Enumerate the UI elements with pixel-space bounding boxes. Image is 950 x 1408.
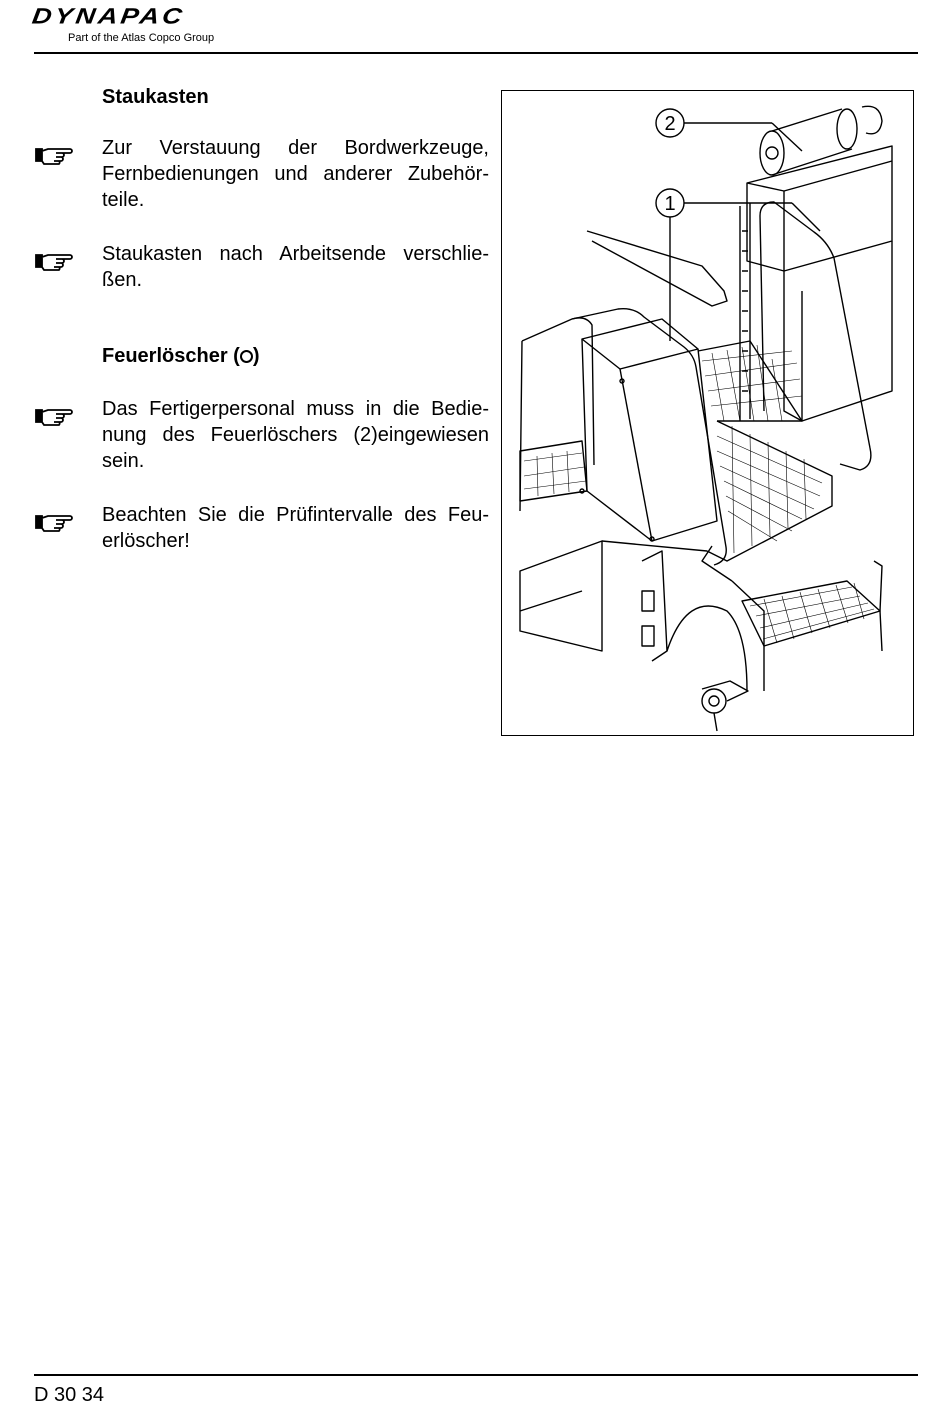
extinguisher-heading-text: Feuerlöscher (: [102, 345, 240, 367]
footer-rule: [34, 1374, 918, 1376]
extinguisher-note-1: Das Fertigerpersonal muss in die Bedie-nung des Feuerlöschers (2)eingewiesen sein.: [102, 398, 489, 472]
pointing-hand-icon: [34, 249, 74, 271]
extinguisher-heading-close: ): [252, 345, 260, 367]
header-rule: [34, 52, 918, 54]
circle-option-icon: [240, 350, 253, 363]
callout-1-label: 1: [664, 193, 676, 215]
pointing-hand-icon: [34, 404, 74, 426]
platform-illustration: [501, 90, 914, 736]
dynapac-logo: DYNAPAC: [30, 4, 187, 29]
page-code: D 30 34: [34, 1384, 105, 1406]
callout-2-label: 2: [664, 113, 676, 135]
extinguisher-heading: [102, 345, 260, 368]
pointing-hand-icon: [34, 143, 74, 165]
pointing-hand-icon: [34, 510, 74, 532]
platform-drawing: [502, 91, 912, 734]
stowage-note-2: Staukasten nach Arbeitsende verschlie-ßen.: [102, 243, 489, 291]
stowage-note-1: Zur Verstauung der Bordwerkzeuge, Fernbedienungen und anderer Zubehör-teile.: [102, 137, 489, 211]
stowage-heading: Staukasten: [102, 86, 209, 108]
brand-tagline: Part of the Atlas Copco Group: [68, 32, 215, 44]
extinguisher-note-2: Beachten Sie die Prüfintervalle des Feu-erlöscher!: [102, 504, 489, 552]
